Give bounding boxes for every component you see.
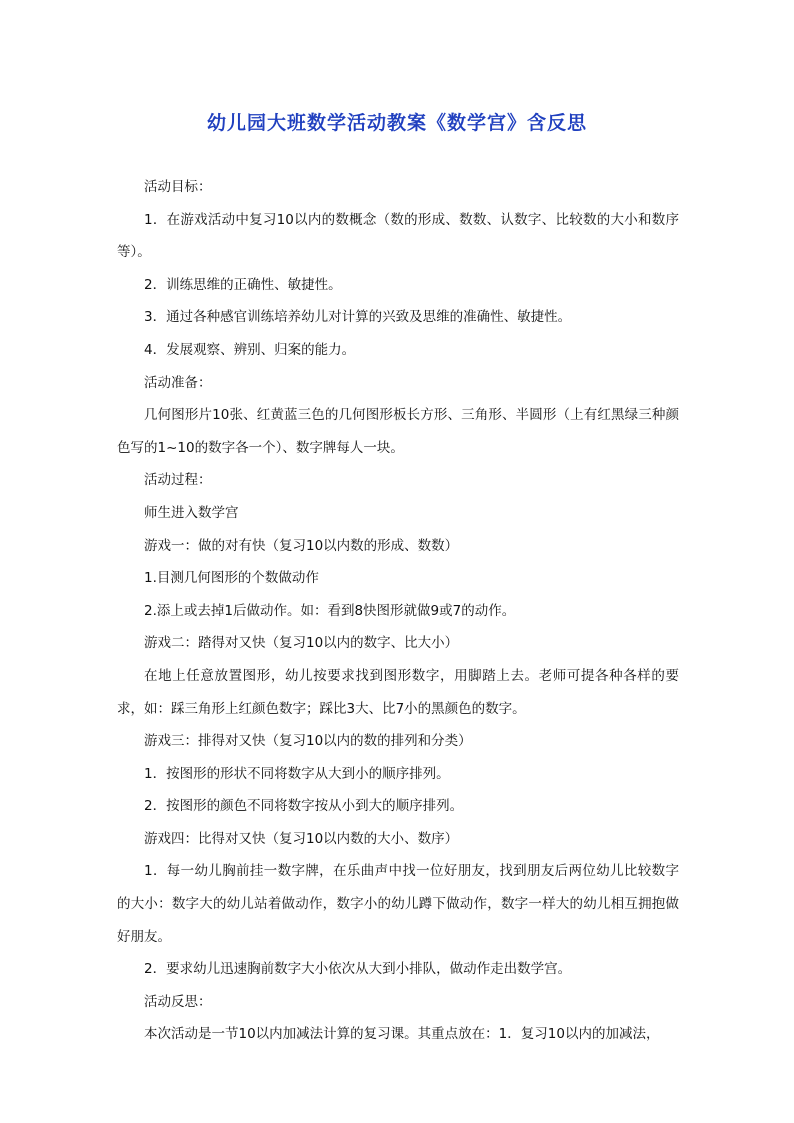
paragraph: 游戏四：比得对又快（复习10以内数的大小、数序） <box>144 830 459 847</box>
paragraph: 活动反思： <box>144 993 212 1010</box>
paragraph: 2.添上或去掉1后做动作。如：看到8快图形就做9或7的动作。 <box>144 602 516 619</box>
paragraph: 在地上任意放置图形，幼儿按要求找到图形数字，用脚踏上去。老师可提各种各样的要求，如：踩三角形上红颜色数字；踩比3大、比7小的黑颜色的数字。 <box>117 667 679 717</box>
paragraph: 活动过程： <box>144 472 212 489</box>
paragraph: 2．训练思维的正确性、敏捷性。 <box>144 276 342 293</box>
paragraph: 4．发展观察、辨别、归案的能力。 <box>144 341 356 358</box>
paragraph: 几何图形片10张、红黄蓝三色的几何图形板长方形、三角形、半圆形（上有红黑绿三种颜色写的1~10的数字各一个）、数字牌每人一块。 <box>117 407 679 456</box>
document-body <box>117 171 679 1051</box>
paragraph: 2．按图形的颜色不同将数字按从小到大的顺序排列。 <box>144 798 464 815</box>
paragraph: 活动目标： <box>144 179 212 195</box>
paragraph: 本次活动是一节10以内加减法计算的复习课。其重点放在：1．复习10以内的加减法， <box>144 1026 660 1043</box>
paragraph: 1.目测几何图形的个数做动作 <box>144 570 319 587</box>
paragraph: 2．要求幼儿迅速胸前数字大小依次从大到小排队，做动作走出数学宫。 <box>144 961 572 978</box>
paragraph: 1．按图形的形状不同将数字从大到小的顺序排列。 <box>144 765 450 782</box>
document-title: 幼儿园大班数学活动教案《数学宫》含反思 <box>206 112 587 134</box>
paragraph: 1．每一幼儿胸前挂一数字牌，在乐曲声中找一位好朋友，找到朋友后两位幼儿比较数字的大小：数字大的幼儿站着做动作，数字小的幼儿蹲下做动作，数字一样大的幼儿相互拥抱做好朋友。 <box>117 863 679 945</box>
paragraph: 1．在游戏活动中复习10以内的数概念（数的形成、数数、认数字、比较数的大小和数序等）。 <box>117 211 679 261</box>
paragraph: 活动准备： <box>144 374 212 391</box>
paragraph: 游戏二：踏得对又快（复习10以内的数字、比大小） <box>144 635 459 652</box>
paragraph: 游戏三：排得对又快（复习10以内的数的排列和分类） <box>144 733 472 750</box>
paragraph: 师生进入数学宫 <box>144 504 239 521</box>
paragraph: 3．通过各种感官训练培养幼儿对计算的兴致及思维的准确性、敏捷性。 <box>144 309 572 326</box>
paragraph: 游戏一：做的对有快（复习10以内数的形成、数数） <box>144 537 459 554</box>
